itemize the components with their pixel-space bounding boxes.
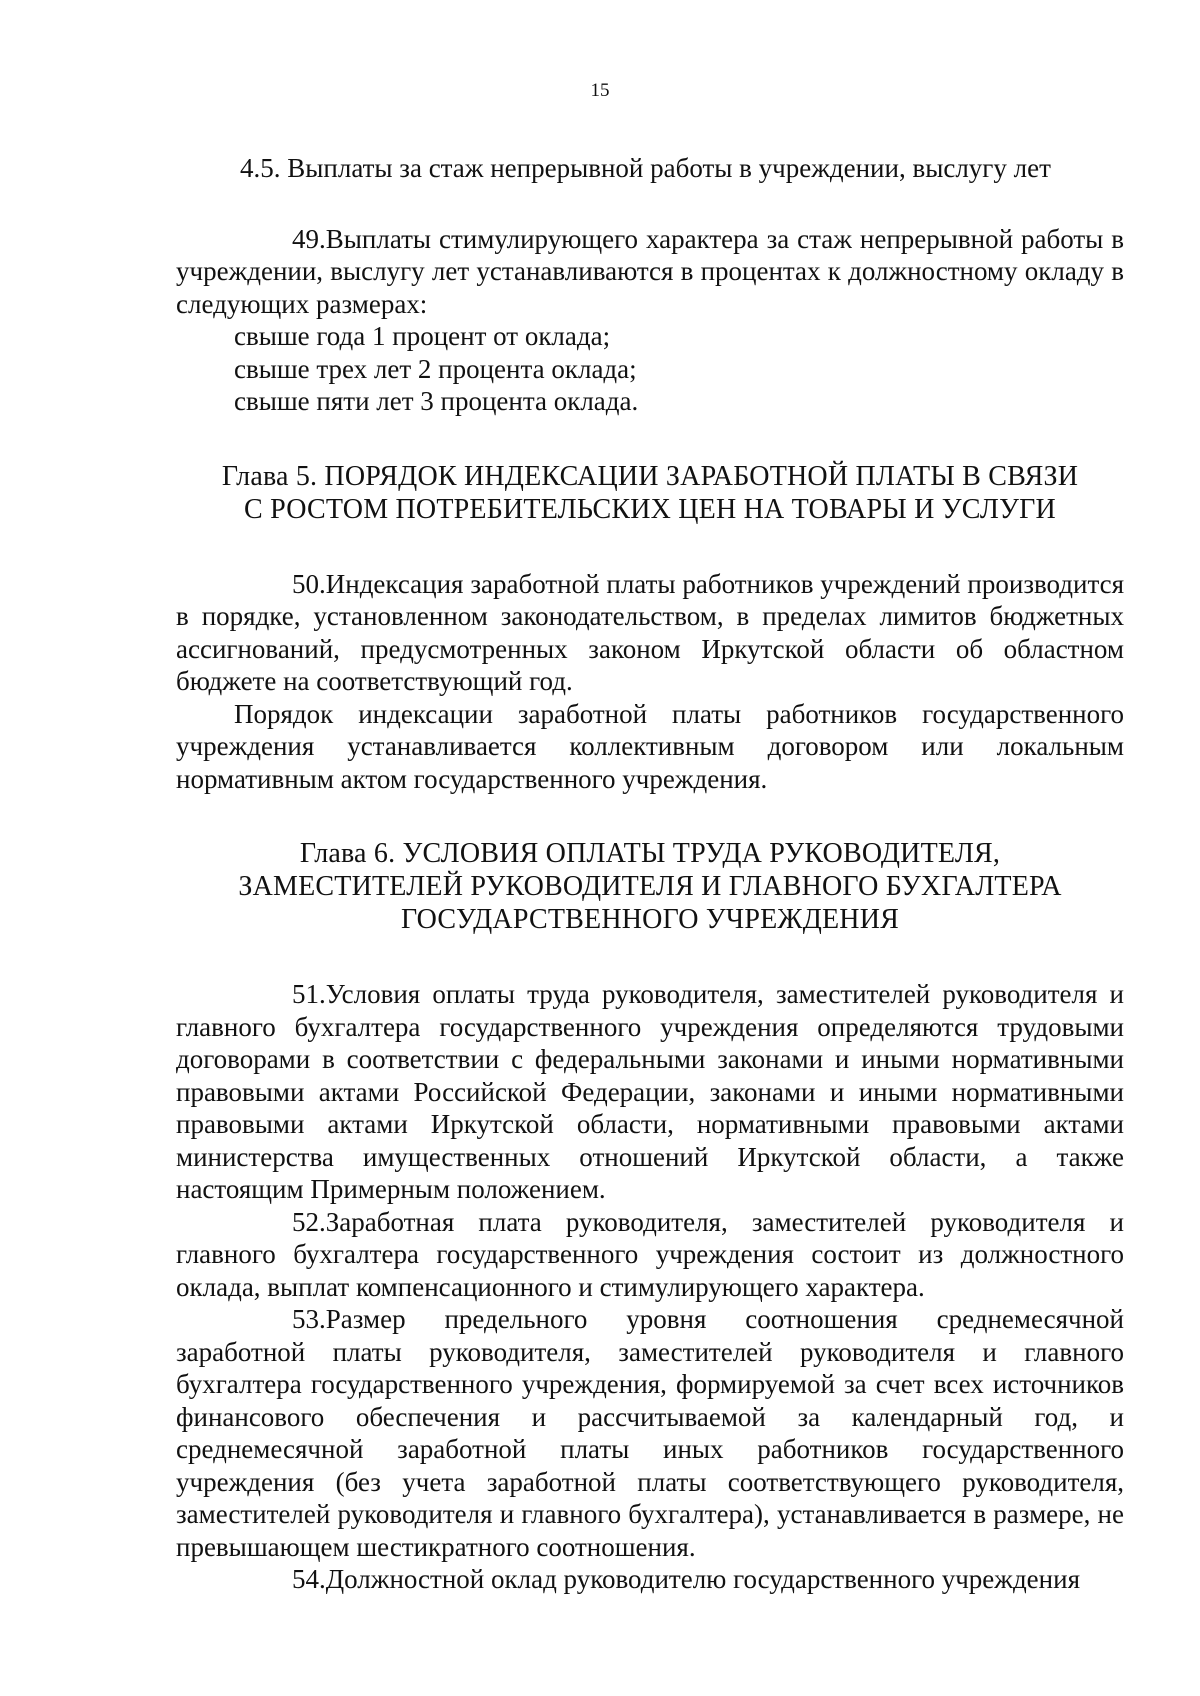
paragraph-52	[176, 1206, 1124, 1304]
chapter-5-title-line-2: С РОСТОМ ПОТРЕБИТЕЛЬСКИХ ЦЕН НА ТОВАРЫ И УСЛУГИ	[244, 493, 1056, 525]
section-4-5-title: 4.5. Выплаты за стаж непрерывной работы в учреждении, выслугу лет	[240, 153, 1051, 183]
list-item-2: свыше трех лет 2 процента оклада;	[234, 353, 637, 384]
paragraph-52-number: 52.	[292, 1206, 326, 1237]
paragraph-54-number: 54.	[292, 1564, 326, 1594]
paragraph-49-number: 49.	[292, 223, 326, 254]
paragraph-51-number: 51.	[292, 979, 326, 1009]
page-number: 15	[590, 80, 610, 101]
paragraph-53-text: Размер предельного уровня соотношения среднемесячной заработной платы руководителя, заместителей руководителя и главного бухгалтера государственного учреждения, формируемой за счет всех источников финансового обеспечения и рассчитываемой за календарный год, и среднемесячной заработной платы иных работников государственного учреждения (без учета заработной платы соответствующего руководителя, заместителей руководителя и главного бухгалтера), устанавливается в размере, не превышающем шестикратного соотношения.	[176, 1304, 1124, 1562]
list-item-1: свыше года 1 процент от оклада;	[234, 321, 611, 351]
list-item-3: свыше пяти лет 3 процента оклада.	[234, 386, 639, 416]
paragraph-50	[176, 568, 1124, 698]
chapter-6-title-line-1: Глава 6. УСЛОВИЯ ОПЛАТЫ ТРУДА РУКОВОДИТЕЛЯ,	[299, 838, 1001, 869]
document-content	[176, 152, 1124, 1596]
paragraph-49-text: Выплаты стимулирующего характера за стаж непрерывной работы в учреждении, выслугу лет устанавливаются в процентах к должностному окладу в следующих размерах:	[176, 223, 1124, 319]
paragraph-54-text: Должностной оклад руководителю государственного учреждения	[325, 1564, 1080, 1594]
chapter-6-title-line-3: ГОСУДАРСТВЕННОГО УЧРЕЖДЕНИЯ	[400, 904, 900, 935]
paragraph-52-text: Заработная плата руководителя, заместителей руководителя и главного бухгалтера государственного учреждения состоит из должностного оклада, выплат компенсационного и стимулирующего характера.	[176, 1206, 1124, 1302]
chapter-6-title-line-2: ЗАМЕСТИТЕЛЕЙ РУКОВОДИТЕЛЯ И ГЛАВНОГО БУХГАЛТЕРА	[238, 871, 1062, 902]
paragraph-53	[176, 1303, 1124, 1563]
paragraph-53-number: 53.	[292, 1304, 326, 1334]
paragraph-51	[176, 978, 1124, 1206]
paragraph-49	[176, 223, 1124, 321]
chapter-6-title	[176, 837, 1124, 936]
chapter-5-title-line-1: Глава 5. ПОРЯДОК ИНДЕКСАЦИИ ЗАРАБОТНОЙ ПЛАТЫ В СВЯЗИ	[221, 460, 1079, 492]
paragraph-51-text: Условия оплаты труда руководителя, заместителей руководителя и главного бухгалтера государственного учреждения определяются трудовыми договорами в соответствии с федеральными законами и иными нормативными правовыми актами Российской Федерации, законами и иными нормативными правовыми актами Иркутской области, нормативными правовыми актами министерства имущественных отношений Иркутской области, а также настоящим Примерным положением.	[176, 979, 1124, 1204]
paragraph-50-continued: Порядок индексации заработной платы работников государственного учреждения устанавливается коллективным договором или локальным нормативным актом государственного учреждения.	[176, 698, 1124, 794]
paragraph-50-text: Индексация заработной платы работников учреждений производится в порядке, установленном законодательством, в пределах лимитов бюджетных ассигнований, предусмотренных законом Иркутской области об областном бюджете на соответствующий год.	[176, 568, 1124, 696]
paragraph-50-number: 50.	[292, 568, 326, 599]
paragraph-54	[176, 1563, 1124, 1596]
chapter-5-title	[176, 460, 1124, 526]
